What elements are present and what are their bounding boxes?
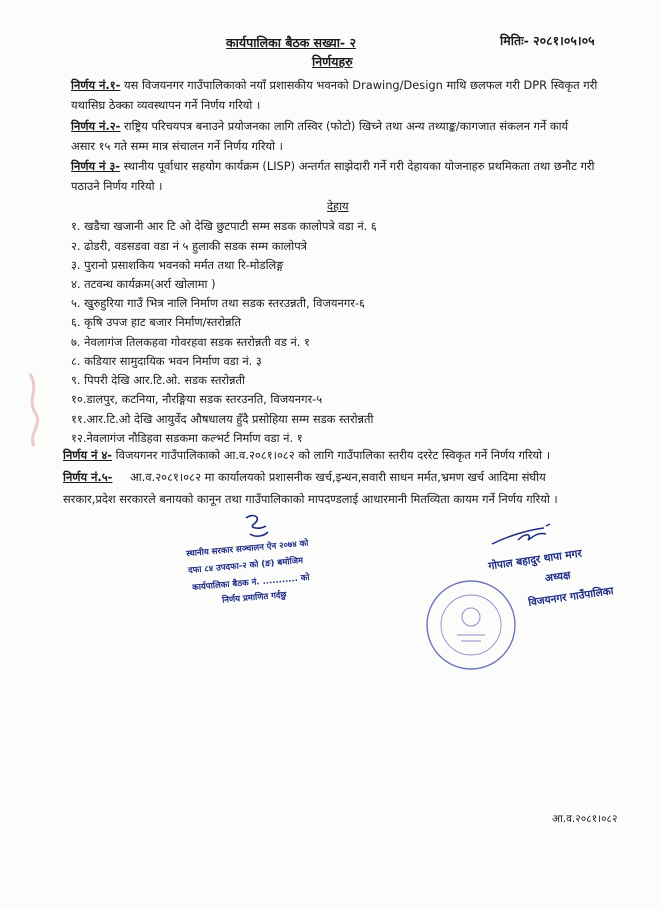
list-item: १०.डालपुर, कटनिया, नौरङ्गिया सडक स्तरउनति, विजयनगर-५ <box>71 392 323 406</box>
stamp-right-name: गोपाल बहादुर थापा मगर <box>487 547 583 573</box>
decision-4-line: निर्णय नं ४- विजयगनर गाउँपालिकाको आ.व.२०८१।०८२ को लागि गाउँपालिका स्तरीय दररेट स्विकृत गर्ने निर्णय गरियो । <box>63 448 551 462</box>
stamp-left-line1: स्थानीय सरकार सञ्चालन ऐन २०७४ को <box>185 538 309 560</box>
list-item: २. ढोडरी, वडसडवा वडा नं ५ हुलाकी सडक सम्म कालोपत्रे <box>71 239 307 253</box>
list-item: ५. खुरुहुरिया गाउँ भित्र नालि निर्माण तथा सडक स्तरउन्नती, विजयनगर-६ <box>71 296 365 310</box>
stamp-right-role: अध्यक्ष <box>544 569 572 585</box>
decision-5-label: निर्णय नं.५- <box>63 470 113 484</box>
decision-5-line2: सरकार,प्रदेश सरकारले बनायको कानून तथा गाउँपालिकाको मापदण्डलाई आधारमानी मितव्यिता कायम गर्ने निर्णय गरियो । <box>63 492 558 506</box>
list-heading: देहाय <box>327 199 349 213</box>
list-item: ४. तटवन्ध कार्यक्रम(अर्रा खोलामा ) <box>71 277 216 291</box>
list-item: ७. नेवलागंज तिलकहवा गोवरहवा सडक स्तरोन्नती वड नं. १ <box>71 335 310 349</box>
stamp-left-line3: कार्यपालिका बैठक नं. ........... को <box>191 572 311 594</box>
decision-2-line2: असार १५ गते सम्म मात्र संचालन गर्ने निर्णय गरियो । <box>71 139 283 153</box>
document-date: मितिः- २०८१।०५।०५ <box>500 33 595 48</box>
decision-2-line1: निर्णय नं.२- राष्ट्रिय परिचयपत्र बनाउने प्रयोजनका लागि तस्विर (फोटो) खिच्ने तथा अन्य तथ्याङ्क/कागजात संकलन गर्ने कार्य <box>71 119 569 133</box>
margin-stain-mark <box>22 370 52 450</box>
list-item: ३. पुरानो प्रसाशकिय भवनको मर्मत तथा रि-मोडलिङ्ग <box>71 258 284 272</box>
list-item: १२.नेवलागंज नौडिहवा सडकमा कल्भर्ट निर्माण वडा नं. १ <box>71 431 303 445</box>
right-signature-mark <box>488 522 558 550</box>
office-seal <box>421 575 521 675</box>
decision-1-line1: निर्णय नं.१- यस विजयनगर गाउँपालिकाको नयाँ प्रशासकीय भवनको Drawing/Design माथि छलफल गरी DPR स्विकृत गरी <box>71 78 598 92</box>
list-item: ११.आर.टि.ओ देखि आयुर्वेद औषधालय हुँदै प्रसोहिया सम्म सडक स्तरोन्नती <box>71 412 374 426</box>
list-item: १. खडैचा खजानी आर टि ओ देखि छुटपाटी सम्म सडक कालोपत्रे वडा नं. ६ <box>71 219 377 233</box>
decision-1-line2: यथासिघ्र ठेक्का व्यवस्थापन गर्ने निर्णय गरियो । <box>71 98 261 112</box>
stamp-left-line4: निर्णय प्रमाणित गर्दछु <box>221 590 287 606</box>
footer-fiscal-year: आ.व.२०८१।०८२ <box>552 813 618 825</box>
decision-5-line1: निर्णय नं.५- आ.व.२०८१।०८२ मा कार्यालयको प्रशासनीक खर्च,इन्धन,सवारी साधन मर्मत,भ्रमण खर्च आदिमा संघीय <box>63 470 546 484</box>
list-item: ९. पिपरी देखि आर.टि.ओ. सडक स्तरोन्नती <box>71 373 245 387</box>
decision-1-label: निर्णय नं.१- <box>71 78 121 92</box>
stamp-right-office: विजयनगर गाउँपालिका <box>527 585 615 609</box>
decision-2-label: निर्णय नं.२- <box>71 119 121 133</box>
decision-3-label: निर्णय नं ३- <box>71 159 121 173</box>
left-signature-mark <box>240 512 274 540</box>
stamp-left-line2: दफा ८४ उपदफा-२ को (ङ) बमोजिम <box>187 555 304 577</box>
decision-3-line2: पठाउने निर्णय गरियो । <box>71 179 163 193</box>
decision-4-label: निर्णय नं ४- <box>63 448 113 462</box>
decisions-heading: निर्णयहरु <box>312 54 353 69</box>
list-item: ८. कडियार सामुदायिक भवन निर्माण वडा नं. ३ <box>71 354 262 368</box>
list-item: ६. कृषि उपज हाट बजार निर्माण/स्तरोन्नति <box>71 315 241 329</box>
meeting-title: कार्यपालिका बैठक सख्या- २ <box>226 35 356 50</box>
decision-3-line1: निर्णय नं ३- स्थानीय पूर्वाधार सहयोग कार्यक्रम (LISP) अन्तर्गत साझेदारी गर्ने गरी देहायका योजनाहरु प्रथमिकता तथा छनौट गरी <box>71 159 595 173</box>
